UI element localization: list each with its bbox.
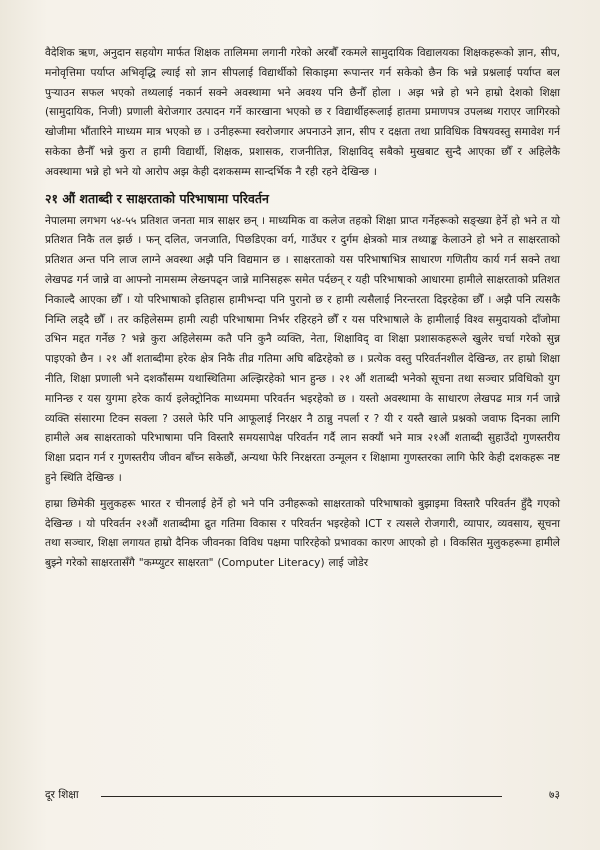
section-heading: २१ औं शताब्दी र साक्षरताको परिभाषामा परिवर्तन [45,190,269,206]
section-paragraph-1: नेपालमा लगभग ५४-५५ प्रतिशत जनता मात्र साक्षर छन् । माध्यमिक वा कलेज तहको शिक्षा प्राप्त गर्नेहरूको सङ्ख्या हेर्ने हो भने त यो प्रतिशत निकै तल झर्छ । फन् दलित, जनजाति, पिछडिएका वर्ग, गाउँघर र दुर्गम क्षेत्रको मात्र तथ्याङ्क केलाउने हो भने त साक्षरताको प्रतिशत अन्त पनि लाज लाग्ने अवस्था अझै पनि विद्यमान छ । साक्षरताको यस परिभाषाभित्र साधारण गणितीय कार्य गर्न सक्ने तथा लेखपढ गर्न जान्ने वा आफ्नो नामसम्म लेख्नपढ्न जान्ने मानिसहरू समेत पर्दछन् र यही परिभाषाको आधारमा हामीले साक्षरताको प्रतिशत निकाल्दै आएका छौँ । यो परिभाषाको इतिहास हामीभन्दा पनि पुरानो छ र हामी त्यसैलाई निरन्तरता दिइरहेका छौँ । अझै पनि त्यसकै निम्ति लड्दै छौँ । तर कहिलेसम्म हामी त्यही परिभाषामा निर्भर रहिरहने छौँ र यस परिभाषाले के हामीलाई विश्व समुदायको दाँजोमा उभिन मद्दत गर्नेछ ? भन्ने कुरा अहिलेसम्म कतै पनि कुनै व्यक्ति, नेता, शिक्षाविद् वा शिक्षा प्रशासकहरूले खुलेर चर्चा गरेको सुन्न पाइएको छैन । २१ औं शताब्दीमा हरेक क्षेत्र निकै तीव्र गतिमा अघि बढिरहेको छ । प्रत्येक वस्तु परिवर्तनशील देखिन्छ, तर हाम्रो शिक्षा नीति, शिक्षा प्रणाली भने दशकौंसम्म यथास्थितिमा अल्झिरहेको भान हुन्छ । २१ औं शताब्दी भनेको सूचना तथा सञ्चार प्रविधिको युग मानिन्छ र यस युगमा हरेक कार्य इलेक्ट्रोनिक माध्यममा परिवर्तन भइरहेको छ । यस्तो अवस्थामा के साधारण लेखपढ मात्र गर्न जान्ने व्यक्ति संसारमा टिक्न सक्ला ? उसले फेरि पनि आफूलाई निरक्षर नै ठान्नु नपर्ला र ? यी र यस्तै खाले प्रश्नको जवाफ दिनका लागि हामीले अब साक्षरताको परिभाषामा पनि विस्तारै समयसापेक्ष परिवर्तन गर्दै लान सक्यौं भने मात्र २१औं शताब्दी सुहाउँदो गुणस्तरीय शिक्षा प्रदान गर्न र गुणस्तरीय जीवन बाँच्न सकेछौं, अन्यथा फेरि निरक्षरता उन्मूलन र शिक्षामा गुणस्तरका लागि फेरि केही दशकहरू नष्ट हुने स्थिति देखिन्छ । [45,214,560,484]
page-number: ७३ [548,789,560,801]
section-paragraph-2: हाम्रा छिमेकी मुलुकहरू भारत र चीनलाई हेर्ने हो भने पनि उनीहरूको साक्षरताको परिभाषाको बुझाइमा विस्तारै परिवर्तन हुँदै गएको देखिन्छ । यो परिवर्तन २१औं शताब्दीमा द्रुत गतिमा विकास र परिवर्तन भइरहेको ICT र त्यसले रोजगारी, व्यापार, व्यवसाय, सूचना तथा सञ्चार, शिक्षा लगायत हाम्रो दैनिक जीवनका विविध पक्षमा पारिरहेको प्रभावका कारण आएको हो । विकसित मुलुकहरूमा हामीले बुझ्ने गरेको साक्षरतासँगै "कम्प्युटर साक्षरता" (Computer Literacy) लाई जोडेर [45,497,560,570]
page-content [45,44,560,580]
page-footer [45,785,560,805]
intro-paragraph: वैदेशिक ऋण, अनुदान सहयोग मार्फत शिक्षक तालिममा लगानी गरेको अरबौँ रकमले सामुदायिक विद्यालयका शिक्षकहरूको ज्ञान, सीप, मनोवृत्तिमा पर्याप्त अभिवृद्धि ल्याई सो ज्ञान सीपलाई विद्यार्थीको सिकाइमा रूपान्तर गर्न सकेको छैन कि भन्ने प्रश्नलाई पर्याप्त बल पुऱ्याउन सफल भएको तथ्यलाई नकार्न सक्ने अवस्थामा भने अवश्य पनि छैनौँ होला । अझ भन्ने हो भने हाम्रो देशको शिक्षा (सामुदायिक, निजी) प्रणाली बेरोजगार उत्पादन गर्ने कारखाना भएको छ र विद्यार्थीहरूलाई हातमा प्रमाणपत्र उपलब्ध गराएर जागिरको खोजीमा भौंतारिने माध्यम मात्र भएको छ । उनीहरूमा स्वरोजगार अपनाउने ज्ञान, सीप र दक्षता तथा प्राविधिक विषयवस्तु समावेश गर्न सकेका छैनौँ भन्ने कुरा त हामी विद्यार्थी, शिक्षक, प्रशासक, राजनीतिज्ञ, शिक्षाविद् सबैको मुखबाट सुन्दै आएका छौँ र अहिलेकै अवस्थामा भन्ने हो भने यो आरोप अझ केही दशकसम्म सान्दर्भिक नै रही रहने देखिन्छ । [45,47,560,178]
footer-rule [101,796,502,797]
footer-journal-title: दूर शिक्षा [45,789,79,801]
